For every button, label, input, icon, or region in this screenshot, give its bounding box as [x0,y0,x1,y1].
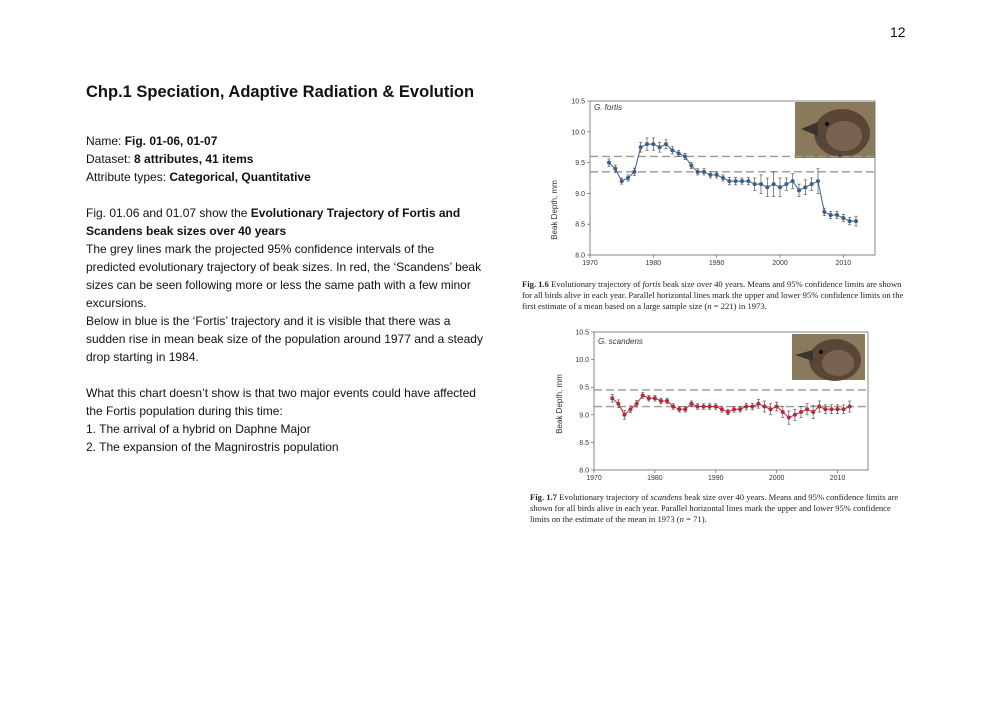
scandens-data-point [738,407,742,411]
scandens-data-point [799,410,803,414]
fortis-data-point [835,213,839,217]
caption-scandens-text-b: beak size over 40 years. Means and 95% confidence limits are shown for all birds alive in each year. Parallel horizontal lines mark the upper and lower 95% confidence limits on the estimate of the mean in 1973 ( [530,492,899,524]
meta-types-value: Categorical, Quantitative [169,170,311,184]
meta-types-label: Attribute types: [86,170,170,184]
scandens-data-point [775,405,779,409]
fortis-data-point [708,173,712,177]
page-number: 12 [890,24,906,40]
scandens-data-point [689,402,693,406]
fortis-data-point [702,170,706,174]
scandens-data-point [811,410,815,414]
scandens-data-point [610,396,614,400]
caption-scandens-n: n [679,514,684,524]
caption-scandens-text-c: = 71). [683,514,707,524]
scandens-y-tick-label: 8.0 [579,467,589,475]
meta-name-value: Fig. 01-06, 01-07 [124,134,218,148]
scandens-data-point [714,405,718,409]
caption-fortis-label: Fig. 1.6 [522,279,549,289]
scandens-data-point [805,407,809,411]
fortis-x-tick-label: 1970 [582,260,598,267]
scandens-y-tick-label: 9.5 [579,384,589,392]
fortis-y-tick-label: 8.0 [575,252,585,260]
fortis-data-point [854,219,858,223]
caption-fortis-text-c: = 221) in 1973. [711,301,767,311]
fortis-chart [548,96,884,272]
fortis-data-point [607,161,611,165]
fortis-data-point [765,185,769,189]
scandens-data-point [641,393,645,397]
intro-bold: Evolutionary Trajectory of Fortis and Scandens beak sizes over 40 years [86,206,461,238]
scandens-data-point [647,396,651,400]
scandens-data-point [677,407,681,411]
scandens-x-tick-label: 1970 [586,475,602,482]
fortis-data-point [746,179,750,183]
fortis-data-point [791,179,795,183]
scandens-panel-label: G. scandens [598,337,643,346]
fortis-y-tick-label: 10.5 [571,98,585,106]
fortis-x-tick-label: 2010 [835,260,852,267]
caption-scandens [530,492,900,525]
page-title: Chp.1 Speciation, Adaptive Radiation & Evolution [86,83,475,101]
fortis-data-point [664,142,668,146]
fortis-data-point [740,179,744,183]
scandens-data-point [653,396,657,400]
scandens-data-point [750,405,754,409]
scandens-data-point [769,407,773,411]
fortis-y-tick-label: 10.0 [571,129,585,137]
fortis-data-point [613,167,617,171]
meta-name-label: Name: [86,134,125,148]
caption-scandens-species: scandens [650,492,683,502]
scandens-y-tick-label: 10.5 [575,329,589,337]
scandens-y-tick-label: 9.0 [579,412,589,420]
paragraph-fortis: Below in blue is the ‘Fortis’ trajectory and it is visible that there was a sudden rise in mean beak size of the population around 1977 and a steady drop starting in 1984. [86,314,483,364]
description-text [86,204,486,456]
fortis-data-point [689,164,693,168]
paragraph-grey-lines: The grey lines mark the projected 95% confidence intervals of the predicted evolutionary trajectory of beak sizes. In red, the ‘Scandens’ beak sizes can be seen following more or less the same path with a few minor excursions. [86,242,482,310]
scandens-x-tick-label: 2000 [768,475,785,482]
scandens-chart [548,326,884,486]
meta-dataset-row [86,150,486,168]
scandens-data-point [817,405,821,409]
scandens-data-point [823,407,827,411]
fortis-data-point [772,182,776,186]
scandens-y-axis-label: Beak Depth, mm [555,374,564,434]
fortis-data-point [626,176,630,180]
fortis-data-point [670,148,674,152]
fortis-data-point [841,216,845,220]
scandens-data-point [708,405,712,409]
fortis-data-point [848,219,852,223]
intro-text: Fig. 01.06 and 01.07 show the [86,206,251,220]
fortis-data-point [816,179,820,183]
scandens-data-point [842,407,846,411]
scandens-data-point [762,405,766,409]
fortis-data-point [829,213,833,217]
scandens-data-point [622,413,626,417]
fortis-data-point [696,170,700,174]
fortis-data-point [784,182,788,186]
caption-scandens-label: Fig. 1.7 [530,492,557,502]
fortis-data-point [639,145,643,149]
fortis-y-tick-label: 8.5 [575,221,585,229]
fortis-panel-label: G. fortis [594,103,623,112]
scandens-y-tick-label: 10.0 [575,357,589,365]
fortis-data-point [734,179,738,183]
list-item-magnirostris: 2. The expansion of the Magnirostris population [86,440,339,454]
scandens-data-point [848,405,852,409]
scandens-data-point [793,413,797,417]
fortis-y-tick-label: 9.5 [575,160,585,168]
caption-fortis-n: n [707,301,712,311]
scandens-data-point [781,410,785,414]
scandens-data-point [836,407,840,411]
scandens-data-point [744,405,748,409]
caption-scandens-text-a: Evolutionary trajectory of [556,492,651,502]
paragraph-intro [86,204,486,240]
caption-fortis-species: fortis [642,279,661,289]
scandens-data-point [671,405,675,409]
scandens-data-point [629,407,633,411]
scandens-y-tick-label: 8.5 [579,439,589,447]
fortis-data-point [810,182,814,186]
scandens-data-point [665,399,669,403]
fortis-data-point [797,188,801,192]
fortis-data-point [632,170,636,174]
scandens-data-point [829,407,833,411]
caption-fortis-text-b: beak size over 40 years. Means and 95% confidence limits are shown for all birds alive in each year. Parallel horizontal lines mark the upper and lower 95% confidence limits on the first estimate of a mean based on a large sample size ( [522,279,904,311]
fortis-y-tick-label: 9.0 [575,190,585,198]
scandens-data-point [726,410,730,414]
scandens-data-point [720,407,724,411]
fortis-x-tick-label: 1990 [708,260,725,267]
figure-metadata [86,132,486,186]
scandens-bird-photo [792,334,865,381]
scandens-data-point [756,402,760,406]
figure-fortis [548,96,884,272]
fortis-data-point [727,179,731,183]
scandens-data-point [683,407,687,411]
scandens-x-tick-label: 2010 [829,475,846,482]
fortis-x-tick-label: 2000 [772,260,788,267]
scandens-data-point [635,402,639,406]
list-item-hybrid: 1. The arrival of a hybrid on Daphne Major [86,422,311,436]
fortis-x-tick-label: 1980 [645,260,662,267]
fortis-y-axis-label: Beak Depth, mm [550,180,559,240]
fortis-bird-photo [795,102,875,158]
fortis-data-point [651,142,655,146]
fortis-data-point [645,142,649,146]
scandens-x-tick-label: 1990 [707,475,724,482]
scandens-data-point [732,407,736,411]
scandens-data-point [787,416,791,420]
meta-types-row [86,168,486,186]
fortis-data-point [822,210,826,214]
figure-scandens [548,326,884,486]
meta-name-row [86,132,486,150]
fortis-data-point [721,176,725,180]
fortis-data-point [677,151,681,155]
fortis-data-point [759,182,763,186]
caption-fortis-text-a: Evolutionary trajectory of [548,279,643,289]
meta-dataset-value: 8 attributes, 41 items [134,152,254,166]
paragraph-events: What this chart doesn’t show is that two major events could have affected the Fortis population during this time: [86,386,476,418]
fortis-data-point [778,185,782,189]
fortis-data-point [683,154,687,158]
scandens-data-point [659,399,663,403]
fortis-data-point [715,173,719,177]
fortis-data-point [753,182,757,186]
scandens-data-point [696,405,700,409]
fortis-data-point [803,185,807,189]
fortis-data-point [658,145,662,149]
scandens-x-tick-label: 1980 [647,475,663,482]
meta-dataset-label: Dataset: [86,152,135,166]
fortis-data-point [620,179,624,183]
caption-fortis [522,279,908,312]
scandens-data-point [616,402,620,406]
scandens-data-point [702,405,706,409]
